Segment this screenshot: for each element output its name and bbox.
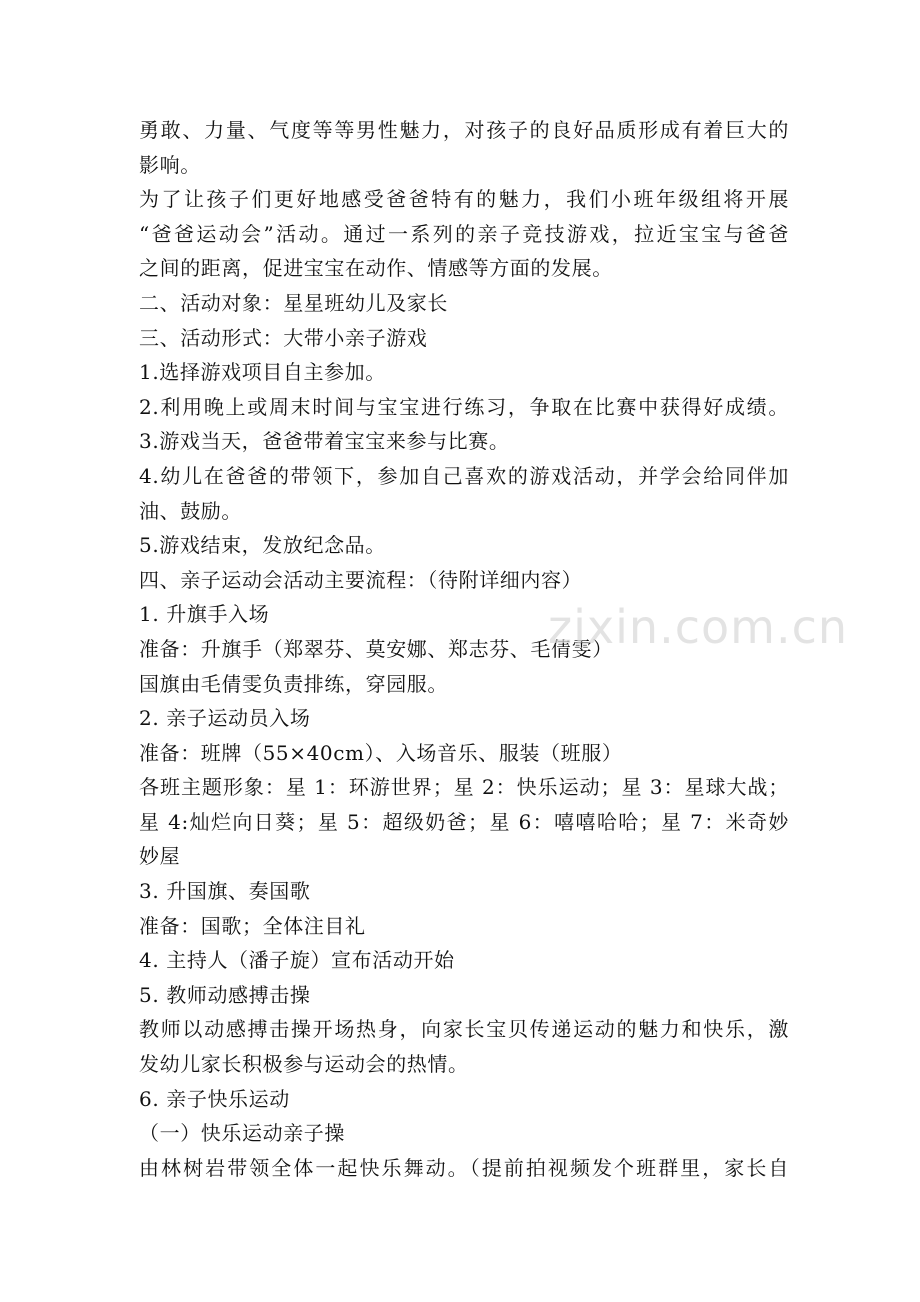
text-line: 影响。 (139, 152, 201, 177)
text-line: （一）快乐运动亲子操 (139, 1121, 345, 1146)
text-line: 三、活动形式：大带小亲子游戏 (139, 325, 428, 350)
text-line: 6. 亲子快乐运动 (139, 1086, 290, 1111)
text-line: 之间的距离，促进宝宝在动作、情感等方面的发展。 (139, 256, 613, 281)
text-line: 准备：班牌（55×40cm）、入场音乐、服装（班服） (139, 740, 623, 765)
text-line: 3. 升国旗、奏国歌 (139, 879, 311, 904)
text-line: 5.游戏结束，发放纪念品。 (139, 533, 386, 558)
text-line: 发幼儿家长积极参与运动会的热情。 (139, 1052, 469, 1077)
text-line: 星 4:灿烂向日葵；星 5：超级奶爸；星 6：嘻嘻哈哈；星 7：米奇妙 (139, 809, 789, 834)
text-line: 3.游戏当天，爸爸带着宝宝来参与比赛。 (139, 429, 510, 454)
text-line: 各班主题形象：星 1：环游世界；星 2：快乐运动；星 3：星球大战； (139, 775, 789, 800)
text-line: 4. 主持人（潘子旋）宣布活动开始 (139, 948, 455, 973)
text-line: 教师以动感搏击操开场热身，向家长宝贝传递运动的魅力和快乐，激 (139, 1017, 789, 1042)
text-line: 4.幼儿在爸爸的带领下，参加自己喜欢的游戏活动，并学会给同伴加 (139, 463, 789, 488)
text-line: 准备：国歌；全体注目礼 (139, 913, 366, 938)
text-line: 1.选择游戏项目自主参加。 (139, 360, 386, 385)
text-line: 为了让孩子们更好地感受爸爸特有的魅力，我们小班年级组将开展 (139, 187, 789, 212)
text-line: 2.利用晚上或周末时间与宝宝进行练习，争取在比赛中获得好成绩。 (139, 394, 789, 419)
document-body (139, 113, 789, 1185)
text-line: 国旗由毛倩雯负责排练，穿园服。 (139, 671, 448, 696)
text-line: 由林树岩带领全体一起快乐舞动。（提前拍视频发个班群里，家长自 (139, 1155, 789, 1180)
text-line: 二、活动对象：星星班幼儿及家长 (139, 290, 448, 315)
watermark: zixin.com.cn (548, 600, 849, 654)
text-line: 妙屋 (139, 844, 181, 869)
text-line: 1. 升旗手入场 (139, 602, 270, 627)
text-line: 2. 亲子运动员入场 (139, 706, 311, 731)
text-line: 四、亲子运动会活动主要流程：（待附详细内容） (139, 567, 583, 592)
text-line: 油、鼓励。 (139, 498, 242, 523)
text-line: 勇敢、力量、气度等等男性魅力，对孩子的良好品质形成有着巨大的 (139, 118, 789, 142)
text-line: 准备：升旗手（郑翠芬、莫安娜、郑志芬、毛倩雯） (139, 636, 613, 661)
text-line: 5. 教师动感搏击操 (139, 982, 311, 1007)
text-line: “爸爸运动会”活动。通过一系列的亲子竞技游戏，拉近宝宝与爸爸 (139, 221, 789, 246)
